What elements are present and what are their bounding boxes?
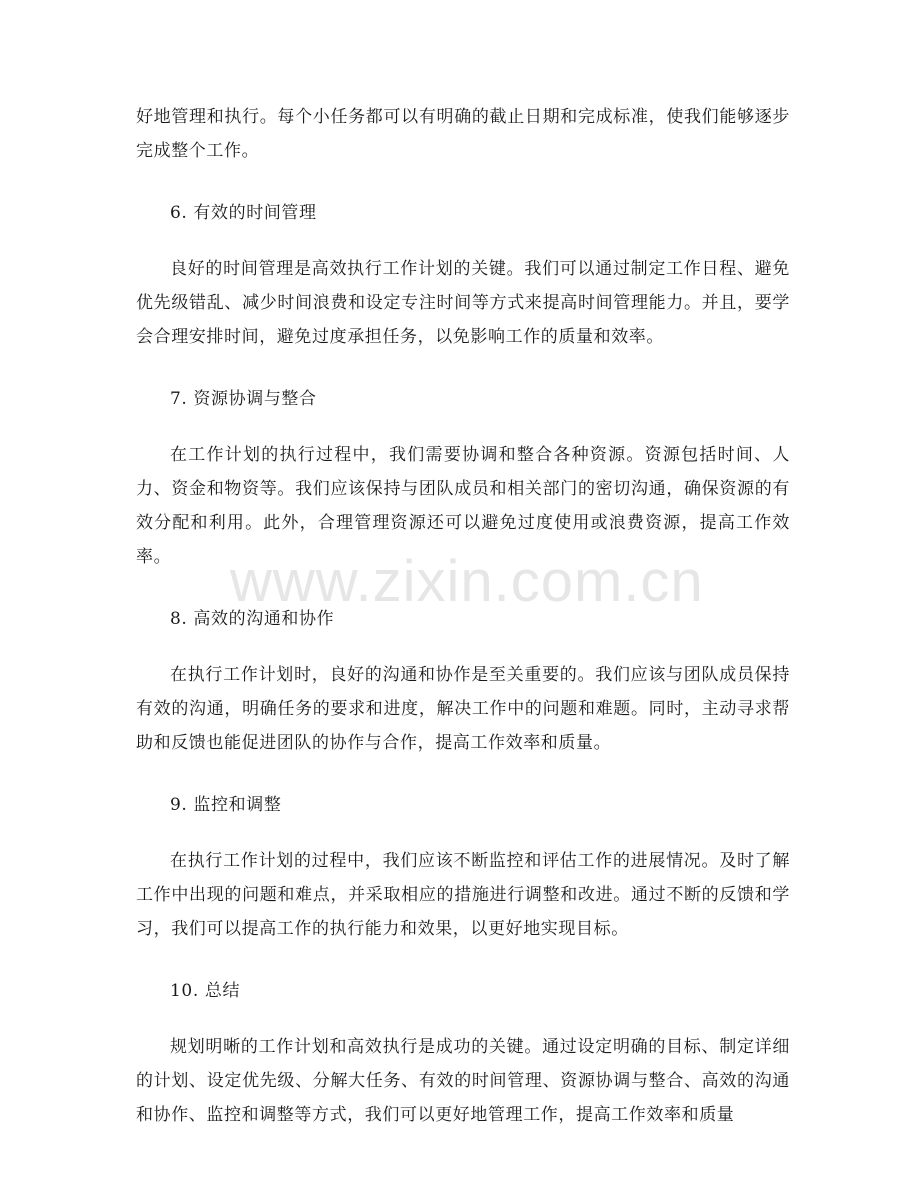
watermark: www.zixin.com.cn	[230, 549, 704, 614]
section-heading-communication: 8. 高效的沟通和协作	[170, 609, 335, 629]
section-body-time-management: 良好的时间管理是高效执行工作计划的关键。我们可以通过制定工作日程、避免优先级错乱、减少时间浪费和设定专注时间等方式来提高时间管理能力。并且，要学会合理安排时间，避免过度承担任务，以免影响工作的质量和效率。	[136, 259, 790, 347]
section-body-summary: 规划明晰的工作计划和高效执行是成功的关键。通过设定明确的目标、制定详细的计划、设定优先级、分解大任务、有效的时间管理、资源协调与整合、高效的沟通和协作、监控和调整等方式，我们可以更好地管理工作，提高工作效率和质量	[136, 1037, 790, 1125]
section-body-resource-coordination: 在工作计划的执行过程中，我们需要协调和整合各种资源。资源包括时间、人力、资金和物资等。我们应该保持与团队成员和相关部门的密切沟通，确保资源的有效分配和利用。此外，合理管理资源还可以避免过度使用或浪费资源，提高工作效率。	[136, 445, 790, 567]
section-body-communication: 在执行工作计划时，良好的沟通和协作是至关重要的。我们应该与团队成员保持有效的沟通，明确任务的要求和进度，解决工作中的问题和难题。同时，主动寻求帮助和反馈也能促进团队的协作与合作，提高工作效率和质量。	[136, 665, 790, 753]
section-heading-monitoring: 9. 监控和调整	[170, 795, 282, 815]
document-page	[136, 100, 790, 1132]
section-body-monitoring: 在执行工作计划的过程中，我们应该不断监控和评估工作的进展情况。及时了解工作中出现的问题和难点，并采取相应的措施进行调整和改进。通过不断的反馈和学习，我们可以提高工作的执行能力和效果，以更好地实现目标。	[136, 851, 790, 939]
section-heading-resource-coordination: 7. 资源协调与整合	[170, 389, 317, 409]
section-heading-summary: 10. 总结	[170, 981, 241, 1001]
intro-paragraph: 好地管理和执行。每个小任务都可以有明确的截止日期和完成标准，使我们能够逐步完成整个工作。	[136, 107, 790, 161]
section-heading-time-management: 6. 有效的时间管理	[170, 203, 317, 223]
